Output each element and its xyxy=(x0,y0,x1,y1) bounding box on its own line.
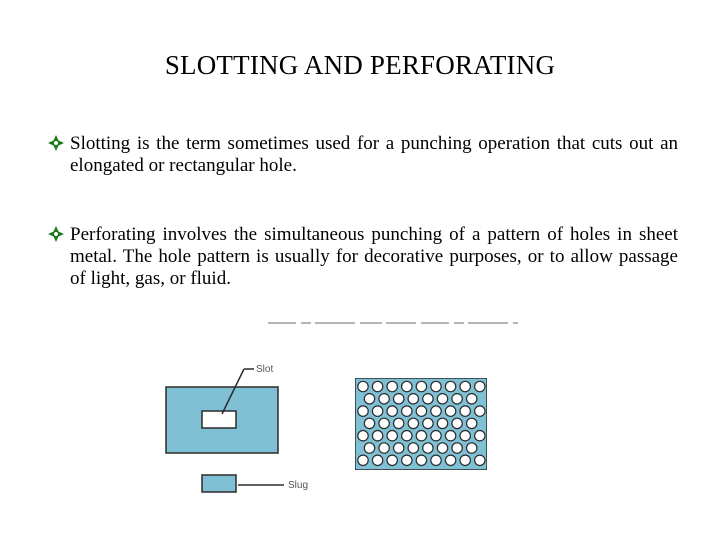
diamond-bullet-icon xyxy=(48,226,64,242)
perforation-hole xyxy=(431,455,441,465)
perforation-hole xyxy=(387,455,397,465)
perforation-hole xyxy=(364,394,374,404)
perforation-hole xyxy=(402,455,412,465)
slug-piece xyxy=(202,475,236,492)
slide-title: SLOTTING AND PERFORATING xyxy=(164,50,556,80)
perforation-hole xyxy=(387,406,397,416)
perforation-hole xyxy=(431,431,441,441)
perforation-hole xyxy=(445,455,455,465)
perforation-hole xyxy=(416,381,426,391)
perforation-hole xyxy=(437,443,447,453)
perforation-hole xyxy=(394,443,404,453)
perforation-hole xyxy=(467,418,477,428)
perforation-hole xyxy=(475,431,485,441)
perforation-hole xyxy=(467,443,477,453)
perforation-hole xyxy=(387,431,397,441)
perforated-sheet-figure xyxy=(355,378,487,470)
perforation-hole xyxy=(452,394,462,404)
perforation-hole xyxy=(431,381,441,391)
perforation-hole xyxy=(475,455,485,465)
slug-label: Slug xyxy=(288,480,309,491)
perforation-hole xyxy=(467,394,477,404)
perforation-hole xyxy=(423,394,433,404)
perforation-hole xyxy=(379,394,389,404)
slotting-figure xyxy=(160,355,330,500)
perforation-hole xyxy=(423,443,433,453)
perforation-hole xyxy=(372,455,382,465)
perforation-hole xyxy=(452,443,462,453)
diamond-bullet-icon xyxy=(48,135,64,151)
perforation-hole xyxy=(437,394,447,404)
perforation-hole xyxy=(372,381,382,391)
perforation-hole xyxy=(460,381,470,391)
perforation-hole xyxy=(372,406,382,416)
perforation-hole xyxy=(358,455,368,465)
slot-label: Slot xyxy=(256,364,274,375)
perforation-hole xyxy=(358,431,368,441)
perforation-hole xyxy=(379,418,389,428)
perforation-hole xyxy=(358,381,368,391)
perforation-hole xyxy=(460,455,470,465)
perforation-hole xyxy=(379,443,389,453)
bullet-slotting xyxy=(48,133,678,177)
perforation-hole xyxy=(445,431,455,441)
perforation-hole xyxy=(408,418,418,428)
slot-hole xyxy=(202,411,236,428)
perforation-hole xyxy=(364,443,374,453)
perforation-hole xyxy=(364,418,374,428)
perforation-hole xyxy=(475,406,485,416)
perforation-hole xyxy=(402,406,412,416)
perforation-hole xyxy=(402,431,412,441)
perforation-hole xyxy=(394,418,404,428)
perforation-hole xyxy=(423,418,433,428)
perforation-hole xyxy=(475,381,485,391)
perforation-hole xyxy=(437,418,447,428)
perforation-hole xyxy=(431,406,441,416)
perforation-hole xyxy=(445,381,455,391)
perforation-hole xyxy=(445,406,455,416)
perforation-hole xyxy=(460,406,470,416)
perforation-hole xyxy=(460,431,470,441)
perforation-hole xyxy=(372,431,382,441)
perforation-hole xyxy=(416,431,426,441)
perforation-hole xyxy=(452,418,462,428)
perforation-hole xyxy=(416,455,426,465)
faint-figure-caption xyxy=(268,320,518,326)
perforation-hole xyxy=(408,443,418,453)
perforation-hole xyxy=(387,381,397,391)
bullet-slotting-text: Slotting is the term sometimes used for a punching operation that cuts out an elongated or rectangular hole. xyxy=(70,133,678,176)
perforation-hole xyxy=(416,406,426,416)
perforation-hole xyxy=(358,406,368,416)
perforation-hole xyxy=(402,381,412,391)
perforation-hole xyxy=(394,394,404,404)
bullet-perforating-text: Perforating involves the simultaneous punching of a pattern of holes in sheet metal. The hole pattern is usually for decorative purposes, or to allow passage of light, gas, or fluid. xyxy=(70,224,678,289)
perforation-hole xyxy=(408,394,418,404)
bullet-perforating xyxy=(48,224,678,290)
